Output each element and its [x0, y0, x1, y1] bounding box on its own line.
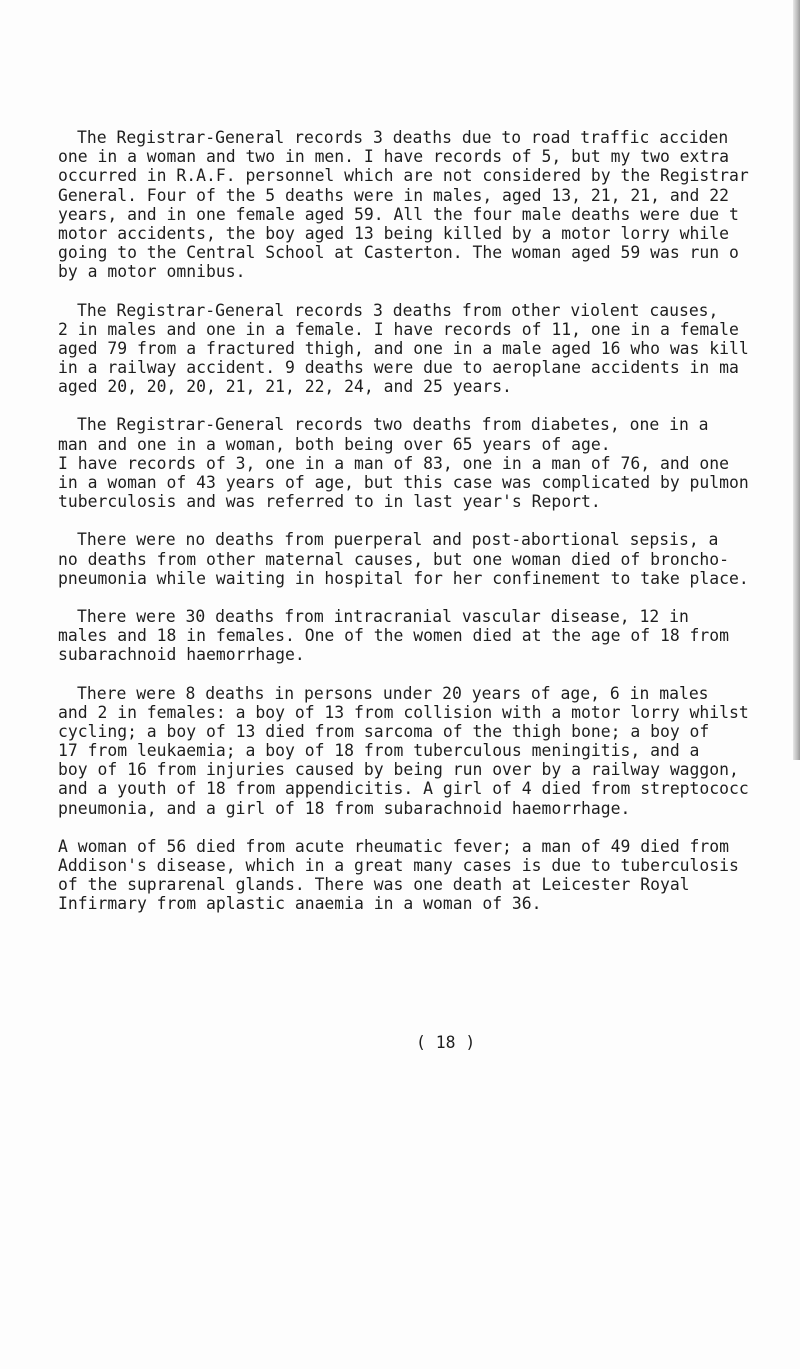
text-line: one in a woman and two in men. I have records of 5, but my two extra [58, 147, 730, 167]
text-line: I have records of 3, one in a man of 83, one in a man of 76, and one [58, 453, 730, 473]
text-line: The Registrar-General records 3 deaths from other violent causes, [77, 300, 719, 320]
text-line: aged 20, 20, 20, 21, 21, 22, 24, and 25 years. [58, 377, 512, 397]
text-line: no deaths from other maternal causes, but one woman died of broncho- [58, 549, 730, 569]
paragraph-deaths-under-20 [58, 684, 800, 818]
text-line: There were 30 deaths from intracranial vascular disease, 12 in [77, 606, 689, 626]
text-line: subarachnoid haemorrhage. [58, 645, 305, 665]
text-line: 2 in males and one in a female. I have records of 11, one in a female [58, 319, 739, 339]
page-number: ( 18 ) [416, 1033, 476, 1052]
text-line: cycling; a boy of 13 died from sarcoma of the thigh bone; a boy of [58, 721, 710, 741]
text-line: pneumonia while waiting in hospital for her confinement to take place. [58, 568, 749, 588]
text-line: pneumonia, and a girl of 18 from subarachnoid haemorrhage. [58, 798, 631, 818]
text-line: motor accidents, the boy aged 13 being killed by a motor lorry while [58, 223, 730, 243]
text-line: aged 79 from a fractured thigh, and one in a male aged 16 who was kill [58, 338, 749, 358]
text-line: in a woman of 43 years of age, but this case was complicated by pulmon [58, 473, 749, 492]
text-line: by a motor omnibus. [58, 262, 246, 282]
text-line: in a railway accident. 9 deaths were due to aeroplane accidents in ma [58, 358, 739, 378]
text-line: A woman of 56 died from acute rheumatic fever; a man of 49 died from [58, 836, 730, 856]
paragraph-diabetes [58, 415, 800, 511]
text-line: years, and in one female aged 59. All the four male deaths were due t [58, 204, 739, 224]
paragraph-other-deaths [58, 837, 800, 914]
text-line: man and one in a woman, both being over 65 years of age. [58, 434, 611, 454]
text-line: Addison's disease, which in a great many cases is due to tuberculosis [58, 856, 739, 875]
text-line: boy of 16 from injuries caused by being run over by a railway waggon, [58, 760, 739, 780]
text-line: males and 18 in females. One of the women died at the age of 18 from [58, 626, 730, 646]
text-line: The Registrar-General records 3 deaths due to road traffic acciden [77, 128, 729, 147]
document-body [58, 128, 800, 914]
paragraph-maternal-causes [58, 530, 800, 588]
text-line: of the suprarenal glands. There was one death at Leicester Royal [58, 875, 690, 895]
text-line: tuberculosis and was referred to in last year's Report. [58, 492, 601, 512]
text-line: going to the Central School at Casterton. The woman aged 59 was run o [58, 243, 739, 263]
text-line: General. Four of the 5 deaths were in males, aged 13, 21, 21, and 22 [58, 185, 730, 205]
text-line: and a youth of 18 from appendicitis. A girl of 4 died from streptococc [58, 779, 749, 799]
text-line: The Registrar-General records two deaths from diabetes, one in a [77, 415, 709, 435]
text-line: There were no deaths from puerperal and post-abortional sepsis, a [77, 530, 719, 550]
text-line: 17 from leukaemia; a boy of 18 from tuberculous meningitis, and a [58, 741, 700, 761]
text-line: There were 8 deaths in persons under 20 years of age, 6 in males [77, 683, 709, 703]
text-line: Infirmary from aplastic anaemia in a woman of 36. [58, 894, 542, 914]
text-line: and 2 in females: a boy of 13 from collision with a motor lorry whilst [58, 702, 749, 722]
paragraph-violent-causes [58, 301, 800, 397]
text-line: occurred in R.A.F. personnel which are not considered by the Registrar [58, 166, 749, 186]
paragraph-intracranial-vascular [58, 607, 800, 665]
paragraph-road-traffic-accidents [58, 128, 800, 282]
